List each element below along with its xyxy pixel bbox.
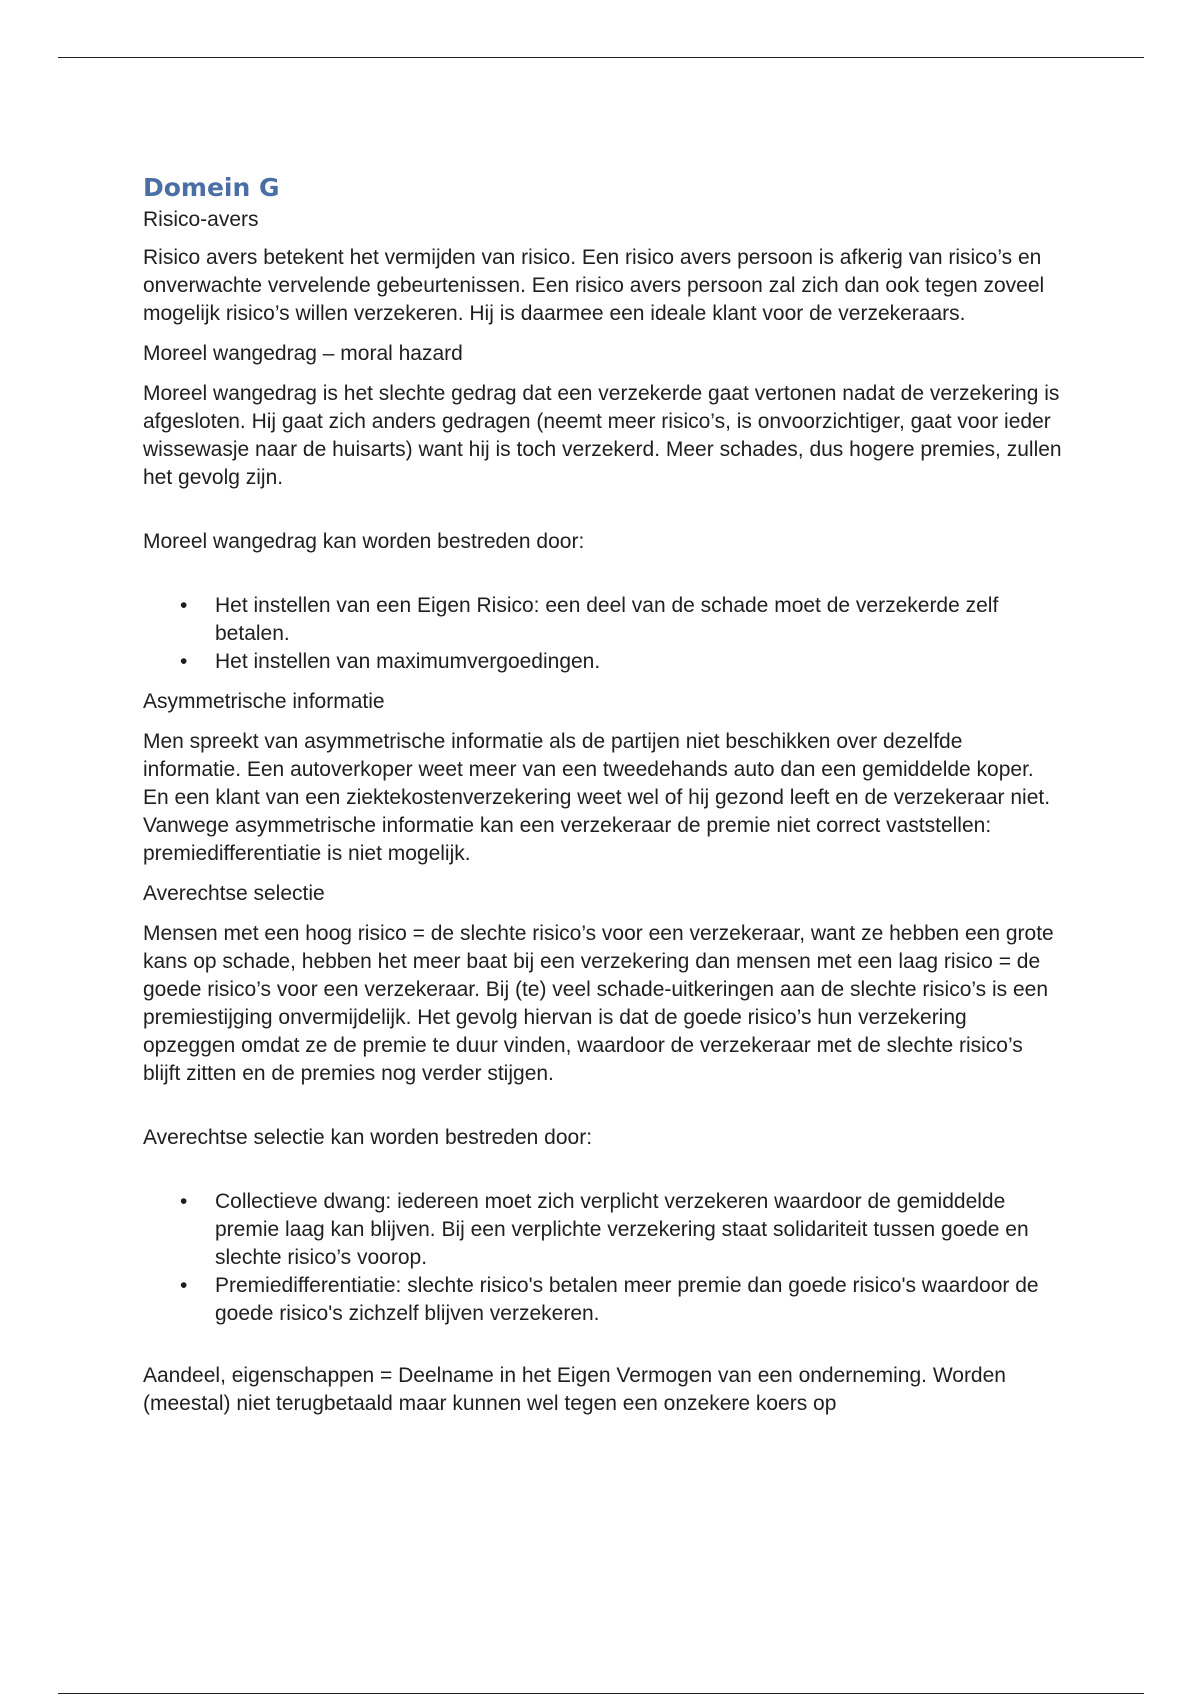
list-item-text: Collectieve dwang: iedereen moet zich verplicht verzekeren waardoor de gemiddelde premie laag kan blijven. Bij een verplichte verzekering staat solidariteit tussen goede en slechte risico’s voorop. [215, 1190, 1029, 1269]
section-heading: Domein G [143, 173, 280, 202]
moreel-wangedrag-title: Moreel wangedrag – moral hazard [143, 342, 463, 365]
bullet-icon: • [180, 1274, 188, 1297]
asymmetrische-informatie-paragraph: Men spreekt van asymmetrische informatie als de partijen niet beschikken over dezelfde informatie. Een autoverkoper weet meer van een tweedehands auto dan een gemiddelde koper. En een klant van een ziektekostenverzekering weet wel of hij gezond leeft en de verzekeraar niet. Vanwege asymmetrische informatie kan een verzekeraar de premie niet correct vaststellen: premiedifferentiatie is niet mogelijk. [143, 730, 1051, 865]
list-item [143, 592, 1063, 648]
bullet-icon: • [180, 594, 188, 617]
list-item-text: Premiedifferentiatie: slechte risico's betalen meer premie dan goede risico's waardoor de goede risico's zichzelf blijven verzekeren. [215, 1274, 1039, 1325]
bullet-icon: • [180, 650, 188, 673]
averechtse-selectie-intro: Averechtse selectie kan worden bestreden door: [143, 1126, 593, 1149]
list-item [143, 1188, 1063, 1272]
risico-avers-paragraph: Risico avers betekent het vermijden van risico. Een risico avers persoon is afkerig van risico’s en onverwachte vervelende gebeurtenissen. Een risico avers persoon zal zich dan ook tegen zoveel mogelijk risico’s willen verzekeren. Hij is daarmee een ideale klant voor de verzekeraars. [143, 246, 1045, 325]
list-item-text: Het instellen van een Eigen Risico: een deel van de schade moet de verzekerde zelf betalen. [215, 594, 999, 645]
list-item [143, 1272, 1063, 1328]
bullet-icon: • [180, 1190, 188, 1213]
moreel-wangedrag-intro: Moreel wangedrag kan worden bestreden door: [143, 530, 585, 553]
document-body [143, 170, 1063, 1430]
moreel-wangedrag-paragraph: Moreel wangedrag is het slechte gedrag dat een verzekerde gaat vertonen nadat de verzekering is afgesloten. Hij gaat zich anders gedragen (neemt meer risico’s, is onvoorzichtiger, gaat voor ieder wissewasje naar de huisarts) want hij is toch verzekerd. Meer schades, dus hogere premies, zullen het gevolg zijn. [143, 382, 1062, 489]
list-item [143, 648, 1063, 676]
moreel-wangedrag-list [143, 592, 1063, 676]
risico-avers-title: Risico-avers [143, 208, 259, 231]
averechtse-selectie-paragraph: Mensen met een hoog risico = de slechte risico’s voor een verzekeraar, want ze hebben een grote kans op schade, hebben het meer baat bij een verzekering dan mensen met een laag risico = de goede risico’s voor een verzekeraar. Bij (te) veel schade-uitkeringen aan de slechte risico’s is een premiestijging onvermijdelijk. Het gevolg hiervan is dat de goede risico’s hun verzekering opzeggen omdat ze de premie te duur vinden, waardoor de verzekeraar met de slechte risico’s blijft zitten en de premies nog verder stijgen. [143, 922, 1054, 1085]
aandeel-paragraph: Aandeel, eigenschappen = Deelname in het Eigen Vermogen van een onderneming. Worden (meestal) niet terugbetaald maar kunnen wel tegen een onzekere koers op [143, 1364, 1006, 1415]
averechtse-selectie-list [143, 1188, 1063, 1328]
asymmetrische-informatie-title: Asymmetrische informatie [143, 690, 385, 713]
footer-rule [58, 1693, 1144, 1694]
averechtse-selectie-title: Averechtse selectie [143, 882, 325, 905]
list-item-text: Het instellen van maximumvergoedingen. [215, 650, 601, 673]
header-rule [58, 57, 1144, 58]
